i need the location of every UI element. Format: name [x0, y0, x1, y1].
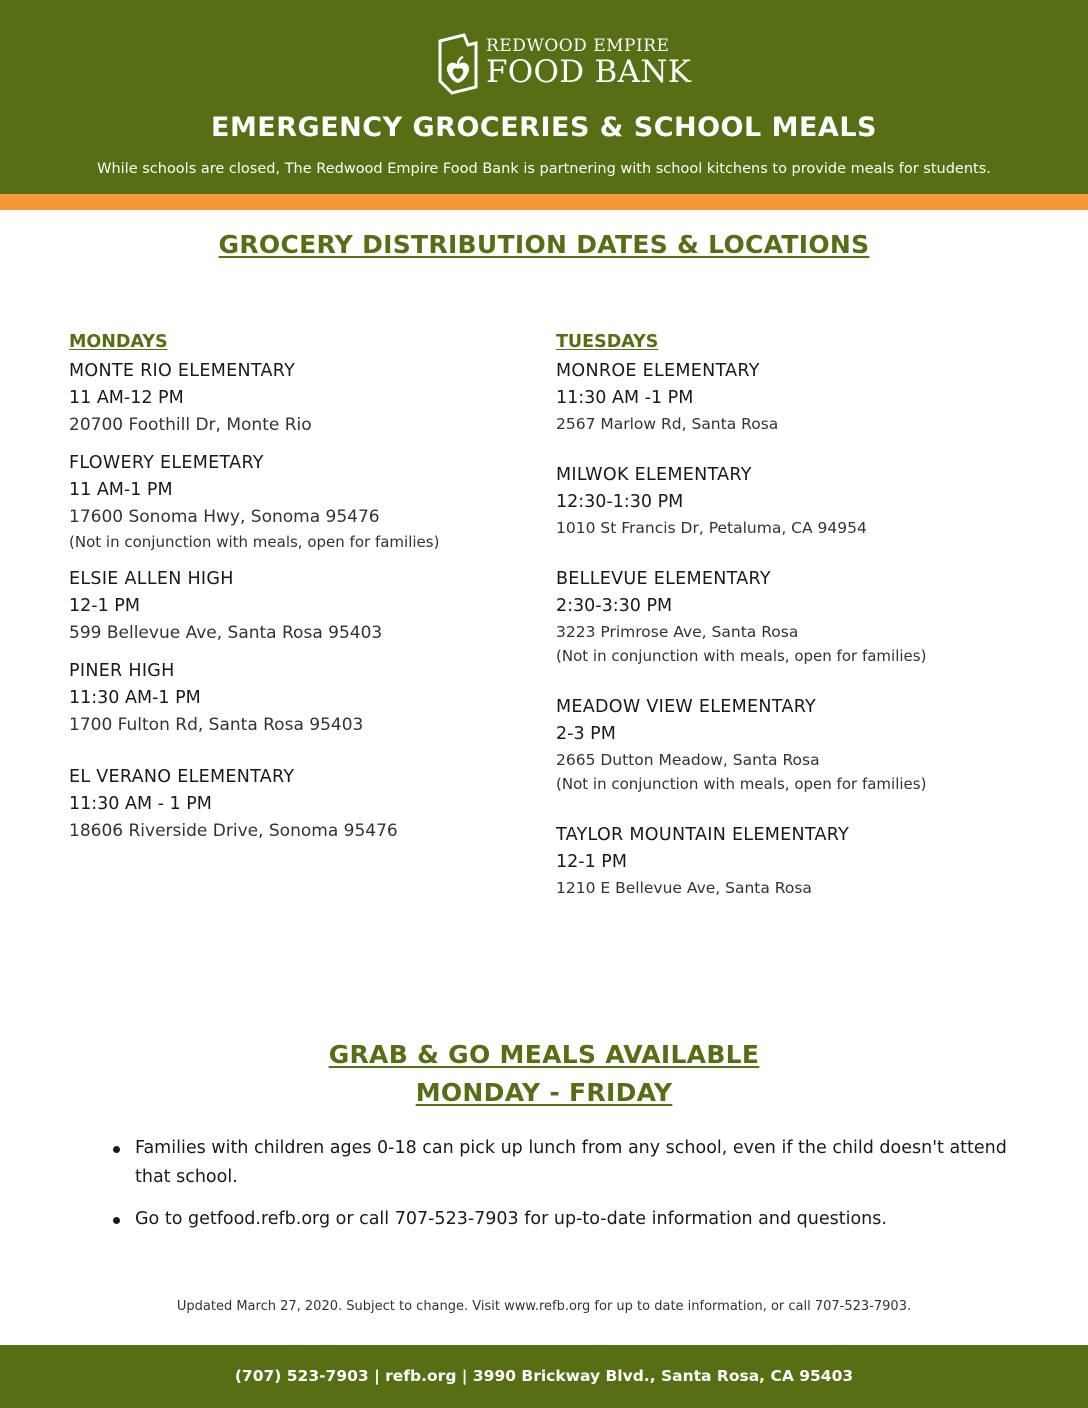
- page-title: EMERGENCY GROCERIES & SCHOOL MEALS: [211, 112, 877, 143]
- location-name: MEADOW VIEW ELEMENTARY: [556, 697, 817, 717]
- apple-box-logo-icon: [434, 31, 482, 95]
- location-entry: [556, 822, 956, 900]
- day-label: TUESDAYS: [556, 332, 659, 352]
- updated-note: Updated March 27, 2020. Subject to change. Visit www.refb.org for up to date information, or call 707-523-7903.: [176, 1299, 912, 1314]
- location-address: 18606 Riverside Drive, Sonoma 95476: [69, 821, 398, 841]
- location-time: 12-1 PM: [556, 852, 627, 872]
- location-entry: [556, 462, 956, 540]
- location-name: ELSIE ALLEN HIGH: [69, 569, 234, 589]
- list-item: Families with children ages 0-18 can pick up lunch from any school, even if the child doesn't attend that school.: [110, 1134, 1010, 1192]
- meals-title-line-1: GRAB & GO MEALS AVAILABLE: [328, 1040, 760, 1069]
- location-entry: [556, 694, 956, 796]
- page-subtitle: While schools are closed, The Redwood Empire Food Bank is partnering with school kitchens to provide meals for students.: [97, 161, 991, 177]
- location-entry: [556, 566, 956, 668]
- location-entry: [69, 764, 529, 844]
- location-time: 11 AM-12 PM: [69, 388, 184, 408]
- location-address: 1210 E Bellevue Ave, Santa Rosa: [556, 879, 812, 897]
- location-entry: [69, 450, 529, 554]
- footer-contact-bar: (707) 523-7903 | refb.org | 3990 Brickway Blvd., Santa Rosa, CA 95403: [0, 1345, 1088, 1408]
- location-time: 12:30-1:30 PM: [556, 492, 684, 512]
- location-entry: [69, 658, 529, 738]
- location-address: 3223 Primrose Ave, Santa Rosa: [556, 623, 799, 641]
- location-note: (Not in conjunction with meals, open for families): [69, 533, 440, 551]
- location-time: 2:30-3:30 PM: [556, 596, 673, 616]
- location-address: 17600 Sonoma Hwy, Sonoma 95476: [69, 507, 380, 527]
- location-name: MONROE ELEMENTARY: [556, 361, 760, 381]
- logo-top-text: REDWOOD EMPIRE: [486, 36, 670, 56]
- location-address: 1010 St Francis Dr, Petaluma, CA 94954: [556, 519, 867, 537]
- location-time: 11:30 AM-1 PM: [69, 688, 201, 708]
- location-note: (Not in conjunction with meals, open for families): [556, 647, 927, 665]
- list-item: Go to getfood.refb.org or call 707-523-7903 for up-to-date information and questions.: [110, 1205, 1010, 1234]
- orange-divider: [0, 194, 1088, 210]
- grocery-section-title: GROCERY DISTRIBUTION DATES & LOCATIONS: [218, 230, 870, 259]
- day-label: MONDAYS: [69, 332, 168, 352]
- location-note: (Not in conjunction with meals, open for families): [556, 775, 927, 793]
- meals-info-list: [110, 1134, 1010, 1247]
- location-name: PINER HIGH: [69, 661, 175, 681]
- location-name: TAYLOR MOUNTAIN ELEMENTARY: [556, 825, 850, 845]
- meals-section-title: [0, 1036, 1088, 1112]
- location-address: 599 Bellevue Ave, Santa Rosa 95403: [69, 623, 383, 643]
- header-banner: [0, 0, 1088, 194]
- location-entry: [69, 358, 529, 438]
- logo-bottom-text: FOOD BANK: [486, 54, 692, 90]
- food-bank-logo: [434, 30, 694, 96]
- location-time: 2-3 PM: [556, 724, 616, 744]
- location-address: 2665 Dutton Meadow, Santa Rosa: [556, 751, 820, 769]
- location-name: EL VERANO ELEMENTARY: [69, 767, 295, 787]
- tuesday-column: [556, 332, 956, 912]
- location-name: MONTE RIO ELEMENTARY: [69, 361, 296, 381]
- location-time: 11:30 AM -1 PM: [556, 388, 694, 408]
- location-entry: [556, 358, 956, 436]
- location-address: 2567 Marlow Rd, Santa Rosa: [556, 415, 779, 433]
- monday-column: [69, 332, 529, 856]
- location-address: 1700 Fulton Rd, Santa Rosa 95403: [69, 715, 364, 735]
- location-time: 11:30 AM - 1 PM: [69, 794, 212, 814]
- location-name: MILWOK ELEMENTARY: [556, 465, 752, 485]
- location-name: BELLEVUE ELEMENTARY: [556, 569, 771, 589]
- meals-title-line-2: MONDAY - FRIDAY: [415, 1078, 673, 1107]
- location-time: 11 AM-1 PM: [69, 480, 173, 500]
- location-entry: [69, 566, 529, 646]
- location-address: 20700 Foothill Dr, Monte Rio: [69, 415, 312, 435]
- location-name: FLOWERY ELEMETARY: [69, 453, 264, 473]
- location-time: 12-1 PM: [69, 596, 140, 616]
